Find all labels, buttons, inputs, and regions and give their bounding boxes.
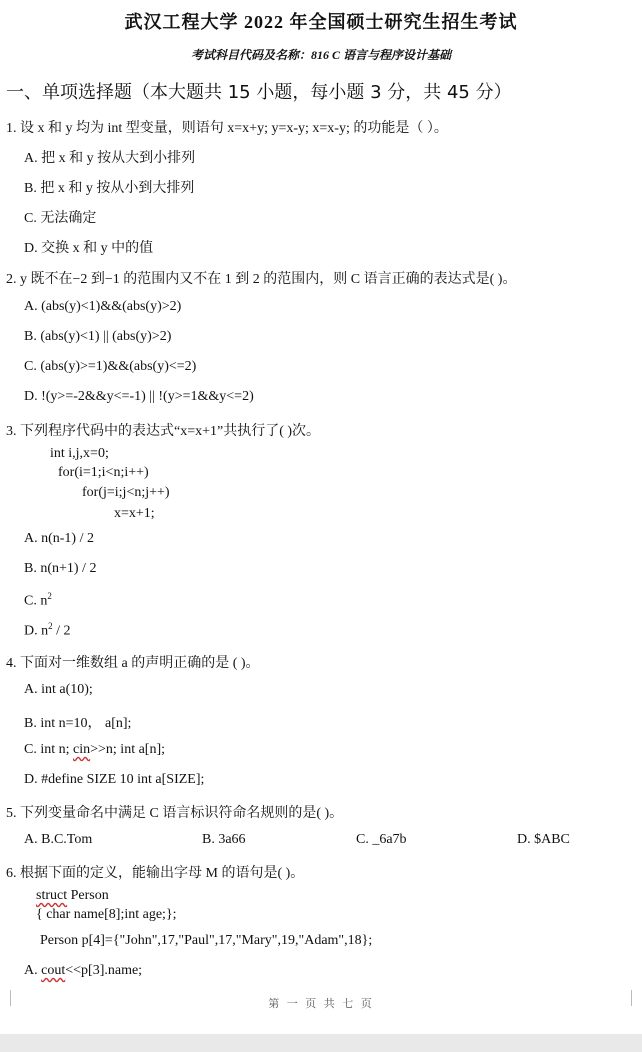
question-4-option-c: C. int n; cin>>n; int a[n]; — [24, 742, 166, 757]
code-line: x=x+1; — [114, 506, 155, 521]
question-2-option-a: A. (abs(y)<1)&&(abs(y)>2) — [24, 299, 182, 314]
code-line: Person p[4]={"John",17,"Paul",17,"Mary",19,"Adam",18}; — [40, 933, 373, 948]
question-1-option-b: B. 把 x 和 y 按从小到大排列 — [24, 181, 195, 196]
crop-mark-left — [0, 990, 11, 1006]
crop-mark-right — [631, 990, 642, 1006]
question-5-option-b: B. 3a66 — [202, 832, 246, 847]
page-footer: 第 一 页 共 七 页 — [268, 997, 374, 1010]
question-1-option-a: A. 把 x 和 y 按从大到小排列 — [24, 151, 196, 166]
question-5-option-c: C. _6a7b — [356, 832, 407, 847]
question-3-option-d: D. $n^2 / 2$ — [24, 621, 71, 639]
question-5-option-a: A. B.C.Tom — [24, 832, 93, 847]
question-4-option-d: D. #define SIZE 10 int a[SIZE]; — [24, 772, 205, 787]
question-5-option-d: D. $ABC — [517, 832, 570, 847]
code-line: for(j=i;j<n;j++) — [82, 485, 170, 500]
question-6-option-a: A. cout<<p[3].name; — [24, 963, 143, 978]
question-5-stem: 5. 下列变量命名中满足 C 语言标识符命名规则的是( )。 — [6, 806, 344, 821]
question-3-option-a: A. n(n-1) / 2 — [24, 531, 94, 546]
code-line: { char name[8];int age;}; — [36, 907, 177, 922]
question-4-stem: 4. 下面对一维数组 a 的声明正确的是 ( )。 — [6, 656, 260, 671]
question-1-option-d: D. 交换 x 和 y 中的值 — [24, 241, 154, 256]
viewer-gutter — [0, 1034, 642, 1052]
code-line: int i,j,x=0; — [50, 446, 109, 461]
question-4-option-a: A. int a(10); — [24, 682, 93, 697]
question-2-option-c: C. (abs(y)>=1)&&(abs(y)<=2) — [24, 359, 197, 374]
exam-title: 武汉工程大学 2022 年全国硕士研究生招生考试 — [124, 12, 518, 32]
question-6-stem: 6. 根据下面的定义，能输出字母 M 的语句是( )。 — [6, 866, 305, 881]
question-2-option-b: B. (abs(y)<1) || (abs(y)>2) — [24, 329, 172, 344]
question-2-stem: 2. y 既不在−2 到−1 的范围内又不在 1 到 2 的范围内，则 C 语言正确的表达式是( )。 — [6, 272, 517, 287]
code-line: struct Person — [36, 888, 109, 903]
question-3-stem: 3. 下列程序代码中的表达式“x=x+1”共执行了( )次。 — [6, 424, 321, 439]
question-4-option-b: B. int n=10， a[n]; — [24, 716, 132, 731]
question-1-stem: 1. 设 x 和 y 均为 int 型变量，则语句 x=x+y; y=x-y; x=x-y; 的功能是（ ）。 — [6, 121, 448, 136]
exam-subtitle: 考试科目代码及名称：816 C 语言与程序设计基础 — [190, 48, 451, 62]
question-1-option-c: C. 无法确定 — [24, 211, 97, 226]
question-2-option-d: D. !(y>=-2&&y<=-1) || !(y>=1&&y<=2) — [24, 389, 254, 404]
section-heading: 一、单项选择题（本大题共 15 小题，每小题 3 分，共 45 分） — [6, 82, 512, 103]
code-line: for(i=1;i<n;i++) — [58, 465, 149, 480]
question-3-option-b: B. n(n+1) / 2 — [24, 561, 97, 576]
question-3-option-c: C. $n^2$ — [24, 591, 52, 609]
